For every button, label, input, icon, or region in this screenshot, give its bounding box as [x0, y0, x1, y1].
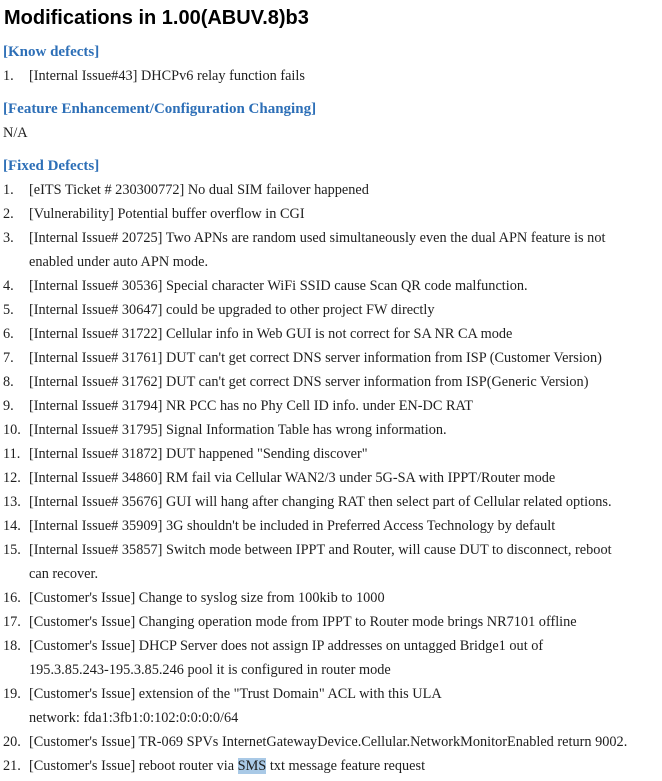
item-text — [29, 178, 660, 202]
item-number: 13. — [3, 494, 21, 510]
item-number: 10. — [3, 422, 21, 438]
item-line: enabled under auto APN mode. — [29, 254, 209, 270]
item-text — [29, 442, 660, 466]
item-line: can recover. — [29, 566, 99, 582]
item-text — [29, 730, 660, 754]
item-line: [Internal Issue# 30647] could be upgraded to other project FW directly — [29, 302, 435, 318]
section-body: N/A — [3, 125, 28, 141]
item-number: 7. — [3, 350, 14, 366]
item-line: [Customer's Issue] extension of the "Trust Domain" ACL with this ULA — [29, 686, 442, 702]
item-line: [Internal Issue# 31872] DUT happened "Sending discover" — [29, 446, 368, 462]
item-number: 4. — [3, 278, 14, 294]
item-line: [Internal Issue#43] DHCPv6 relay function fails — [29, 68, 305, 84]
item-number: 12. — [3, 470, 21, 486]
item-number: 14. — [3, 518, 21, 534]
list-item — [3, 370, 660, 394]
item-number: 8. — [3, 374, 14, 390]
item-number: 11. — [3, 446, 21, 462]
item-line: [Internal Issue# 31762] DUT can't get correct DNS server information from ISP(Generic Version) — [29, 374, 589, 390]
item-text — [29, 514, 660, 538]
list-item — [3, 202, 660, 226]
item-text — [29, 466, 660, 490]
page-title: Modifications in 1.00(ABUV.8)b3 — [4, 7, 309, 29]
list-item — [3, 754, 660, 778]
item-text — [29, 538, 660, 586]
item-line: [Vulnerability] Potential buffer overflow in CGI — [29, 206, 305, 222]
item-number: 20. — [3, 734, 21, 750]
item-number: 1. — [3, 68, 14, 84]
item-line: [eITS Ticket # 230300772] No dual SIM failover happened — [29, 182, 369, 198]
item-line: [Internal Issue# 35857] Switch mode between IPPT and Router, will cause DUT to disconnect, reboot — [29, 542, 612, 558]
list-item — [3, 466, 660, 490]
item-text — [29, 754, 660, 778]
item-line: [Internal Issue# 35909] 3G shouldn't be included in Preferred Access Technology by default — [29, 518, 556, 534]
list-item — [3, 322, 660, 346]
item-number: 3. — [3, 230, 14, 246]
list-item — [3, 514, 660, 538]
item-number: 15. — [3, 542, 21, 558]
item-number: 16. — [3, 590, 21, 606]
item-line: [Internal Issue# 35676] GUI will hang after changing RAT then select part of Cellular related options. — [29, 494, 612, 510]
item-line: [Internal Issue# 20725] Two APNs are random used simultaneously even the dual APN feature is not — [29, 230, 606, 246]
section-heading: [Feature Enhancement/Configuration Changing] — [3, 101, 317, 117]
list-item — [3, 682, 660, 730]
list-item — [3, 178, 660, 202]
list-item — [3, 610, 660, 634]
list-item — [3, 442, 660, 466]
highlight-term: SMS — [237, 758, 267, 774]
list-item — [3, 274, 660, 298]
list-item — [3, 346, 660, 370]
item-line: [Internal Issue# 31722] Cellular info in Web GUI is not correct for SA NR CA mode — [29, 326, 513, 342]
item-line: [Customer's Issue] Change to syslog size from 100kib to 1000 — [29, 590, 385, 606]
item-line: 195.3.85.243-195.3.85.246 pool it is configured in router mode — [29, 662, 391, 678]
item-number: 21. — [3, 758, 21, 774]
item-text — [29, 394, 660, 418]
item-text — [29, 634, 660, 682]
item-text — [29, 298, 660, 322]
list-item — [3, 730, 660, 754]
list-item — [3, 418, 660, 442]
item-line: [Internal Issue# 34860] RM fail via Cellular WAN2/3 under 5G-SA with IPPT/Router mode — [29, 470, 556, 486]
list-item — [3, 64, 660, 88]
item-number: 5. — [3, 302, 14, 318]
item-number: 9. — [3, 398, 14, 414]
item-number: 18. — [3, 638, 21, 654]
list-item — [3, 394, 660, 418]
item-line: [Customer's Issue] TR-069 SPVs InternetGatewayDevice.Cellular.NetworkMonitorEnabled return 9002. — [29, 734, 628, 750]
section-heading: [Fixed Defects] — [3, 158, 100, 174]
item-text — [29, 418, 660, 442]
item-number: 2. — [3, 206, 14, 222]
item-line: [Customer's Issue] DHCP Server does not assign IP addresses on untagged Bridge1 out of — [29, 638, 544, 654]
item-number: 19. — [3, 686, 21, 702]
list-item — [3, 490, 660, 514]
item-line: [Internal Issue# 31795] Signal Information Table has wrong information. — [29, 422, 447, 438]
item-text — [29, 490, 660, 514]
item-text — [29, 610, 660, 634]
list-item — [3, 634, 660, 682]
item-text — [29, 370, 660, 394]
list-item — [3, 226, 660, 274]
item-line: network: fda1:3fb1:0:102:0:0:0:0/64 — [29, 710, 239, 726]
item-number: 1. — [3, 182, 14, 198]
item-text — [29, 64, 660, 88]
list-item — [3, 298, 660, 322]
item-line: [Internal Issue# 31794] NR PCC has no Phy Cell ID info. under EN-DC RAT — [29, 398, 473, 414]
item-text — [29, 586, 660, 610]
item-number: 6. — [3, 326, 14, 342]
item-text — [29, 346, 660, 370]
item-number: 17. — [3, 614, 21, 630]
item-text — [29, 202, 660, 226]
item-text — [29, 226, 660, 274]
item-line: [Internal Issue# 30536] Special character WiFi SSID cause Scan QR code malfunction. — [29, 278, 528, 294]
item-line: [Internal Issue# 31761] DUT can't get correct DNS server information from ISP (Customer Version) — [29, 350, 602, 366]
item-line: [Customer's Issue] reboot router via SMS txt message feature request — [29, 758, 426, 774]
sections-container — [3, 40, 660, 778]
item-text — [29, 682, 660, 730]
section-heading: [Know defects] — [3, 44, 100, 60]
item-text — [29, 322, 660, 346]
item-text — [29, 274, 660, 298]
item-line: [Customer's Issue] Changing operation mode from IPPT to Router mode brings NR7101 offline — [29, 614, 577, 630]
list-item — [3, 586, 660, 610]
list-item — [3, 538, 660, 586]
